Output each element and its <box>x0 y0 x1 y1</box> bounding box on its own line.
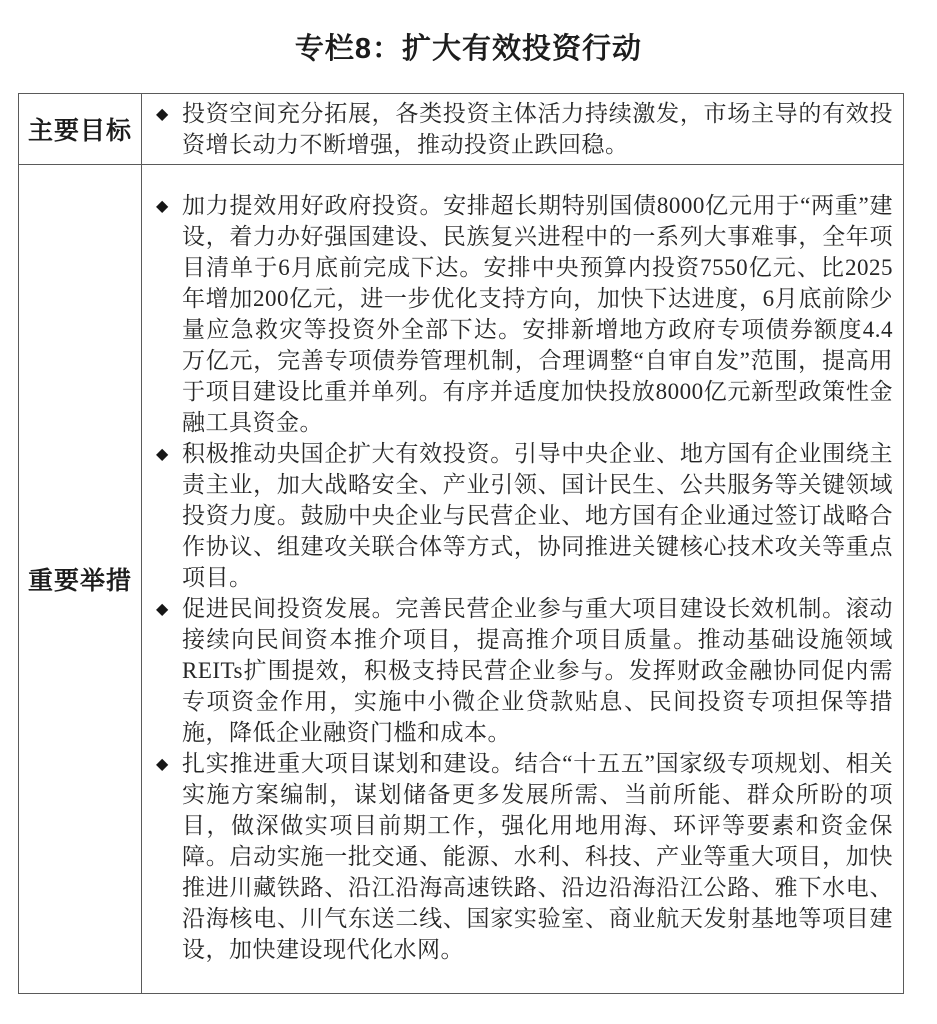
diamond-bullet-icon: ◆ <box>156 754 169 773</box>
item-text: 促进民间投资发展。完善民营企业参与重大项目建设长效机制。滚动接续向民间资本推介项目，提高推介项目质量。推动基础设施领域REITs扩围提效，积极支持民营企业参与。发挥财政金融协同促内需专项资金作用，实施中小微企业贷款贴息、民间投资专项担保等措施，降低企业融资门槛和成本。 <box>182 596 893 745</box>
diamond-bullet-icon: ◆ <box>156 599 169 618</box>
row-content-key-measures <box>142 165 903 993</box>
list-item <box>156 593 893 748</box>
row-header-label: 重要举措 <box>27 567 132 595</box>
item-text: 扎实推进重大项目谋划和建设。结合“十五五”国家级专项规划、相关实施方案编制，谋划储备更多发展所需、当前所能、群众所盼的项目，做深做实项目前期工作，强化用地用海、环评等要素和资金保障。启动实施一批交通、能源、水利、科技、产业等重大项目，加快推进川藏铁路、沿江沿海高速铁路、沿边沿海沿江公路、雅下水电、沿海核电、川气东送二线、国家实验室、商业航天发射基地等项目建设，加快建设现代化水网。 <box>182 751 893 962</box>
table-row-key-measures <box>19 164 903 993</box>
diamond-bullet-icon: ◆ <box>156 196 169 215</box>
diamond-bullet-icon: ◆ <box>156 444 169 463</box>
diamond-bullet-icon: ◆ <box>156 104 169 123</box>
list-item <box>156 190 893 438</box>
row-content-main-goals <box>142 94 903 164</box>
item-text: 积极推动央国企扩大有效投资。引导中央企业、地方国有企业围绕主责主业，加大战略安全、产业引领、国计民生、公共服务等关键领域投资力度。鼓励中央企业与民营企业、地方国有企业通过签订战略合作协议、组建攻关联合体等方式，协同推进关键核心技术攻关等重点项目。 <box>182 441 893 590</box>
row-header-label: 主要目标 <box>27 117 132 145</box>
row-header-main-goals <box>19 94 142 164</box>
item-text: 投资空间充分拓展，各类投资主体活力持续激发，市场主导的有效投资增长动力不断增强，推动投资止跌回稳。 <box>182 101 893 157</box>
table-row-main-goals <box>19 94 903 164</box>
list-item <box>156 98 893 160</box>
column-box-table <box>18 93 904 994</box>
item-text: 加力提效用好政府投资。安排超长期特别国债8000亿元用于“两重”建设，着力办好强国建设、民族复兴进程中的一系列大事难事，全年项目清单于6月底前完成下达。安排中央预算内投资7550亿元、比2025年增加200亿元，进一步优化支持方向，加快下达进度，6月底前除少量应急救灾等投资外全部下达。安排新增地方政府专项债券额度4.4万亿元，完善专项债券管理机制，合理调整“自审自发”范围，提高用于项目建设比重并单列。有序并适度加快投放8000亿元新型政策性金融工具资金。 <box>182 193 893 435</box>
page-title: 专栏8：扩大有效投资行动 <box>294 33 643 65</box>
list-item <box>156 438 893 593</box>
list-item <box>156 748 893 965</box>
row-header-key-measures <box>19 165 142 993</box>
